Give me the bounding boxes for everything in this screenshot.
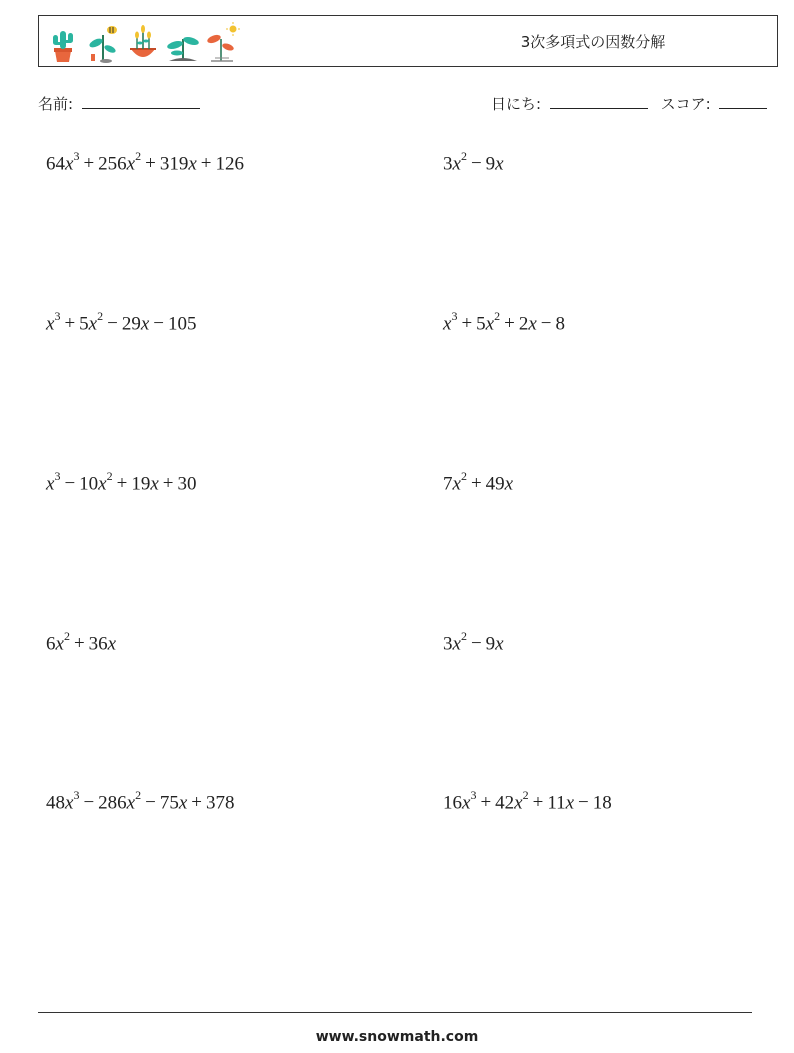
coefficient: 42 — [495, 792, 515, 814]
variable: x — [452, 153, 461, 175]
coefficient: 2 — [518, 313, 529, 335]
flower-with-sun-icon — [205, 21, 241, 63]
problem-1 — [46, 151, 244, 175]
coefficient: 29 — [121, 313, 141, 335]
footer-divider — [38, 1012, 752, 1013]
sprout-icon — [165, 21, 201, 63]
variable: x — [88, 313, 98, 335]
exponent: 2 — [522, 788, 529, 802]
exponent: 2 — [494, 309, 501, 323]
variable: x — [514, 792, 523, 814]
potted-wheat-icon — [125, 21, 161, 63]
exponent: 3 — [470, 788, 477, 802]
operator: + — [73, 633, 85, 655]
score-blank — [719, 92, 767, 109]
operator: + — [532, 792, 544, 814]
coefficient: 10 — [79, 473, 99, 495]
variable: x — [495, 153, 504, 175]
exponent: 3 — [73, 788, 80, 802]
operator: − — [470, 153, 482, 175]
variable: x — [452, 633, 461, 655]
exponent: 2 — [135, 149, 142, 163]
coefficient: 7 — [443, 473, 453, 495]
coefficient: 19 — [131, 473, 151, 495]
date-label: 日にち: — [491, 95, 542, 113]
coefficient: 378 — [205, 792, 235, 814]
exponent: 3 — [54, 469, 61, 483]
variable: x — [528, 313, 537, 335]
problem-4 — [443, 311, 565, 335]
variable: x — [46, 473, 55, 495]
operator: + — [200, 153, 212, 175]
variable: x — [188, 153, 197, 175]
exponent: 2 — [135, 788, 142, 802]
coefficient: 64 — [46, 153, 65, 175]
worksheet-title: 3次多項式の因数分解 — [520, 32, 666, 51]
coefficient: 3 — [443, 153, 453, 175]
coefficient: 16 — [443, 792, 462, 814]
problem-8 — [443, 631, 504, 655]
coefficient: 36 — [88, 633, 108, 655]
coefficient: 256 — [98, 153, 127, 175]
coefficient: 9 — [485, 153, 496, 175]
variable: x — [107, 633, 117, 655]
operator: + — [480, 792, 492, 814]
exponent: 2 — [460, 469, 467, 483]
exponent: 2 — [63, 629, 70, 643]
variable: x — [46, 313, 55, 335]
operator: − — [64, 473, 76, 495]
coefficient: 105 — [167, 313, 197, 335]
name-blank — [82, 92, 200, 109]
exponent: 2 — [106, 469, 113, 483]
operator: + — [461, 313, 473, 335]
variable: x — [140, 313, 150, 335]
coefficient: 18 — [592, 792, 612, 814]
exponent: 2 — [460, 629, 467, 643]
name-label: 名前: — [38, 95, 74, 113]
coefficient: 9 — [485, 633, 496, 655]
problem-3 — [46, 311, 196, 335]
date-score-field — [491, 92, 767, 114]
operator: + — [83, 153, 95, 175]
operator: − — [83, 792, 95, 814]
variable: x — [462, 792, 471, 814]
header-box — [38, 15, 778, 67]
coefficient: 3 — [443, 633, 453, 655]
variable: x — [98, 473, 107, 495]
variable: x — [485, 313, 495, 335]
variable: x — [150, 473, 159, 495]
variable: x — [495, 633, 504, 655]
variable: x — [504, 473, 514, 495]
coefficient: 8 — [555, 313, 565, 335]
exponent: 2 — [97, 309, 104, 323]
operator: − — [578, 792, 589, 814]
coefficient: 286 — [98, 792, 127, 814]
date-blank — [550, 92, 648, 109]
coefficient: 5 — [476, 313, 486, 335]
score-label: スコア: — [660, 95, 711, 113]
problem-10 — [443, 790, 612, 814]
coefficient: 319 — [159, 153, 189, 175]
operator: − — [540, 313, 552, 335]
coefficient: 6 — [46, 633, 56, 655]
variable: x — [126, 153, 136, 175]
operator: + — [145, 153, 156, 175]
variable: x — [126, 792, 136, 814]
footer-site: www.snowmath.com — [315, 1029, 479, 1045]
problem-2 — [443, 151, 504, 175]
name-field — [38, 92, 200, 114]
operator: + — [504, 313, 515, 335]
problem-6 — [443, 471, 513, 495]
problem-9 — [46, 790, 234, 814]
operator: − — [153, 313, 164, 335]
operator: + — [116, 473, 128, 495]
coefficient: 11 — [547, 792, 566, 814]
variable: x — [55, 633, 64, 655]
header-icons — [45, 20, 241, 64]
coefficient: 75 — [159, 792, 179, 814]
variable: x — [65, 153, 74, 175]
plant-with-bee-icon — [85, 21, 121, 63]
exponent: 2 — [460, 149, 467, 163]
coefficient: 49 — [485, 473, 505, 495]
cactus-pot-icon — [45, 21, 81, 63]
operator: + — [64, 313, 76, 335]
operator: − — [107, 313, 118, 335]
variable: x — [565, 792, 575, 814]
exponent: 3 — [54, 309, 61, 323]
problem-7 — [46, 631, 116, 655]
coefficient: 126 — [215, 153, 244, 175]
coefficient: 5 — [79, 313, 89, 335]
operator: + — [162, 473, 174, 495]
operator: − — [470, 633, 482, 655]
variable: x — [443, 313, 452, 335]
operator: + — [470, 473, 482, 495]
exponent: 3 — [73, 149, 80, 163]
problem-5 — [46, 471, 196, 495]
variable: x — [452, 473, 461, 495]
coefficient: 30 — [177, 473, 197, 495]
exponent: 3 — [451, 309, 458, 323]
variable: x — [65, 792, 74, 814]
operator: + — [191, 792, 202, 814]
variable: x — [178, 792, 188, 814]
operator: − — [145, 792, 156, 814]
coefficient: 48 — [46, 792, 65, 814]
